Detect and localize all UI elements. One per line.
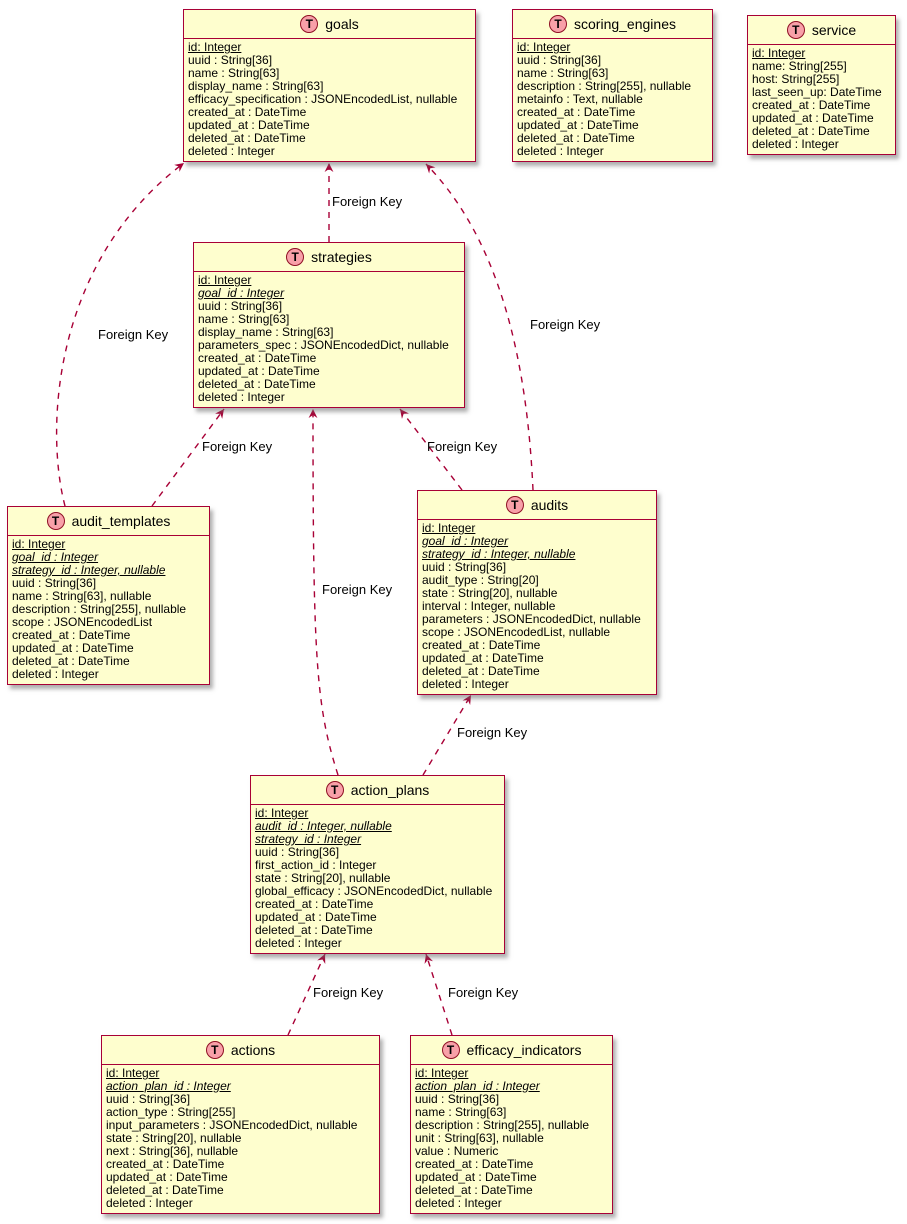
field-row: global_efficacy : JSONEncodedDict, nullable [255, 884, 493, 898]
entity-type-icon: T [326, 781, 344, 799]
field-row: updated_at : DateTime [106, 1170, 228, 1184]
table-header [184, 10, 475, 39]
field-row: uuid : String[36] [198, 299, 283, 313]
field-row: host: String[255] [752, 72, 840, 86]
field-row: deleted_at : DateTime [188, 131, 306, 145]
field-row: deleted_at : DateTime [255, 923, 373, 937]
field-row: created_at : DateTime [517, 105, 636, 119]
field-row: description : String[255], nullable [517, 79, 692, 93]
field-row: created_at : DateTime [752, 98, 871, 112]
field-row: display_name : String[63] [188, 79, 324, 93]
field-row: deleted_at : DateTime [517, 131, 635, 145]
entity-type-icon: T [787, 21, 805, 39]
entity-type-icon: T [506, 496, 524, 514]
table-header [102, 1036, 379, 1065]
field-row: next : String[36], nullable [106, 1144, 239, 1158]
table-goals [183, 9, 476, 162]
field-row: parameters_spec : JSONEncodedDict, nullable [198, 338, 449, 352]
table-name: action_plans [350, 782, 430, 798]
field-row: state : String[20], nullable [422, 586, 558, 600]
table-fields [513, 39, 712, 161]
table-fields [8, 536, 209, 684]
foreign-key-label: Foreign Key [427, 439, 498, 454]
field-row: uuid : String[36] [415, 1092, 500, 1106]
field-row: deleted_at : DateTime [106, 1183, 224, 1197]
field-row: deleted_at : DateTime [752, 124, 870, 138]
field-row: goal_id : Integer [422, 534, 509, 548]
field-row: first_action_id : Integer [255, 858, 377, 872]
field-row: id: Integer [106, 1066, 160, 1080]
field-row: updated_at : DateTime [415, 1170, 537, 1184]
field-row: name : String[63] [188, 66, 280, 80]
table-fields [748, 45, 895, 154]
table-audits [417, 490, 657, 695]
field-row: deleted : Integer [106, 1196, 193, 1210]
entity-type-icon: T [47, 512, 65, 530]
table-efficacy_indicators [410, 1035, 613, 1214]
table-name: audit_templates [71, 513, 171, 529]
field-row: state : String[20], nullable [106, 1131, 242, 1145]
field-row: description : String[255], nullable [12, 602, 187, 616]
field-row: name : String[63], nullable [12, 589, 152, 603]
field-row: uuid : String[36] [12, 576, 97, 590]
table-fields [184, 39, 475, 161]
field-row: audit_id : Integer, nullable [255, 819, 392, 833]
table-fields [102, 1065, 379, 1213]
field-row: state : String[20], nullable [255, 871, 391, 885]
field-row: deleted : Integer [255, 936, 342, 950]
table-header [251, 776, 504, 805]
field-row: id: Integer [188, 40, 242, 54]
field-row: audit_type : String[20] [422, 573, 539, 587]
field-row: name : String[63] [415, 1105, 507, 1119]
table-fields [194, 272, 464, 407]
field-row: uuid : String[36] [106, 1092, 191, 1106]
foreign-key-label: Foreign Key [322, 582, 393, 597]
table-audit_templates [7, 506, 210, 685]
field-row: id: Integer [255, 806, 309, 820]
table-fields [418, 520, 656, 694]
field-row: goal_id : Integer [198, 286, 285, 300]
table-header [411, 1036, 612, 1065]
foreign-key-label: Foreign Key [202, 439, 273, 454]
foreign-key-label: Foreign Key [313, 985, 384, 1000]
field-row: deleted : Integer [198, 390, 285, 404]
table-service [747, 15, 896, 155]
field-row: uuid : String[36] [422, 560, 507, 574]
field-row: parameters : JSONEncodedDict, nullable [422, 612, 641, 626]
table-header [8, 507, 209, 536]
field-row: deleted : Integer [752, 137, 839, 151]
field-row: updated_at : DateTime [752, 111, 874, 125]
field-row: efficacy_specification : JSONEncodedList, nullable [188, 92, 458, 106]
field-row: created_at : DateTime [106, 1157, 225, 1171]
field-row: created_at : DateTime [422, 638, 541, 652]
table-name: actions [230, 1042, 276, 1058]
foreign-key-arrow-audit_templates-to-strategies [152, 409, 224, 506]
field-row: deleted : Integer [422, 677, 509, 691]
field-row: id: Integer [422, 521, 476, 535]
field-row: name : String[63] [198, 312, 290, 326]
table-scoring_engines [512, 9, 713, 162]
field-row: deleted_at : DateTime [422, 664, 540, 678]
table-fields [251, 805, 504, 953]
table-name: goals [325, 16, 359, 32]
field-row: metainfo : Text, nullable [517, 92, 643, 106]
foreign-key-label: Foreign Key [98, 327, 169, 342]
field-row: input_parameters : JSONEncodedDict, nullable [106, 1118, 358, 1132]
field-row: deleted : Integer [517, 144, 604, 158]
field-row: action_type : String[255] [106, 1105, 236, 1119]
table-header [513, 10, 712, 39]
field-row: id: Integer [752, 46, 806, 60]
field-row: last_seen_up: DateTime [752, 85, 882, 99]
field-row: unit : String[63], nullable [415, 1131, 544, 1145]
field-row: updated_at : DateTime [198, 364, 320, 378]
foreign-key-label: Foreign Key [530, 317, 601, 332]
field-row: deleted_at : DateTime [198, 377, 316, 391]
field-row: name : String[63] [517, 66, 609, 80]
table-name: efficacy_indicators [466, 1042, 582, 1058]
field-row: strategy_id : Integer, nullable [422, 547, 576, 561]
field-row: deleted_at : DateTime [415, 1183, 533, 1197]
field-row: id: Integer [198, 273, 252, 287]
field-row: scope : JSONEncodedList, nullable [422, 625, 611, 639]
field-row: name: String[255] [752, 59, 847, 73]
foreign-key-label: Foreign Key [448, 985, 519, 1000]
field-row: updated_at : DateTime [188, 118, 310, 132]
table-header [748, 16, 895, 45]
table-action_plans [250, 775, 505, 954]
field-row: strategy_id : Integer, nullable [12, 563, 166, 577]
field-row: strategy_id : Integer [255, 832, 362, 846]
field-row: id: Integer [415, 1066, 469, 1080]
field-row: created_at : DateTime [12, 628, 131, 642]
field-row: updated_at : DateTime [422, 651, 544, 665]
field-row: created_at : DateTime [255, 897, 374, 911]
field-row: display_name : String[63] [198, 325, 334, 339]
field-row: action_plan_id : Integer [106, 1079, 231, 1093]
table-name: strategies [311, 249, 372, 265]
entity-type-icon: T [206, 1041, 224, 1059]
field-row: description : String[255], nullable [415, 1118, 590, 1132]
field-row: created_at : DateTime [198, 351, 317, 365]
field-row: deleted : Integer [415, 1196, 502, 1210]
table-header [418, 491, 656, 520]
table-name: audits [530, 497, 569, 513]
entity-type-icon: T [442, 1041, 460, 1059]
table-name: service [811, 22, 857, 38]
table-strategies [193, 242, 465, 408]
field-row: updated_at : DateTime [255, 910, 377, 924]
table-name: scoring_engines [574, 16, 676, 32]
entity-type-icon: T [300, 15, 318, 33]
foreign-key-label: Foreign Key [457, 725, 528, 740]
field-row: updated_at : DateTime [12, 641, 134, 655]
field-row: uuid : String[36] [188, 53, 273, 67]
field-row: deleted : Integer [12, 667, 99, 681]
field-row: created_at : DateTime [188, 105, 307, 119]
field-row: created_at : DateTime [415, 1157, 534, 1171]
entity-type-icon: T [549, 15, 567, 33]
entity-type-icon: T [286, 248, 304, 266]
field-row: id: Integer [517, 40, 571, 54]
table-fields [411, 1065, 612, 1213]
field-row: deleted : Integer [188, 144, 275, 158]
table-header [194, 243, 464, 272]
foreign-key-label: Foreign Key [332, 194, 403, 209]
field-row: uuid : String[36] [255, 845, 340, 859]
field-row: id: Integer [12, 537, 66, 551]
table-actions [101, 1035, 380, 1214]
field-row: action_plan_id : Integer [415, 1079, 540, 1093]
field-row: scope : JSONEncodedList [12, 615, 153, 629]
field-row: uuid : String[36] [517, 53, 602, 67]
field-row: value : Numeric [415, 1144, 499, 1158]
field-row: deleted_at : DateTime [12, 654, 130, 668]
field-row: goal_id : Integer [12, 550, 99, 564]
field-row: interval : Integer, nullable [422, 599, 556, 613]
field-row: updated_at : DateTime [517, 118, 639, 132]
